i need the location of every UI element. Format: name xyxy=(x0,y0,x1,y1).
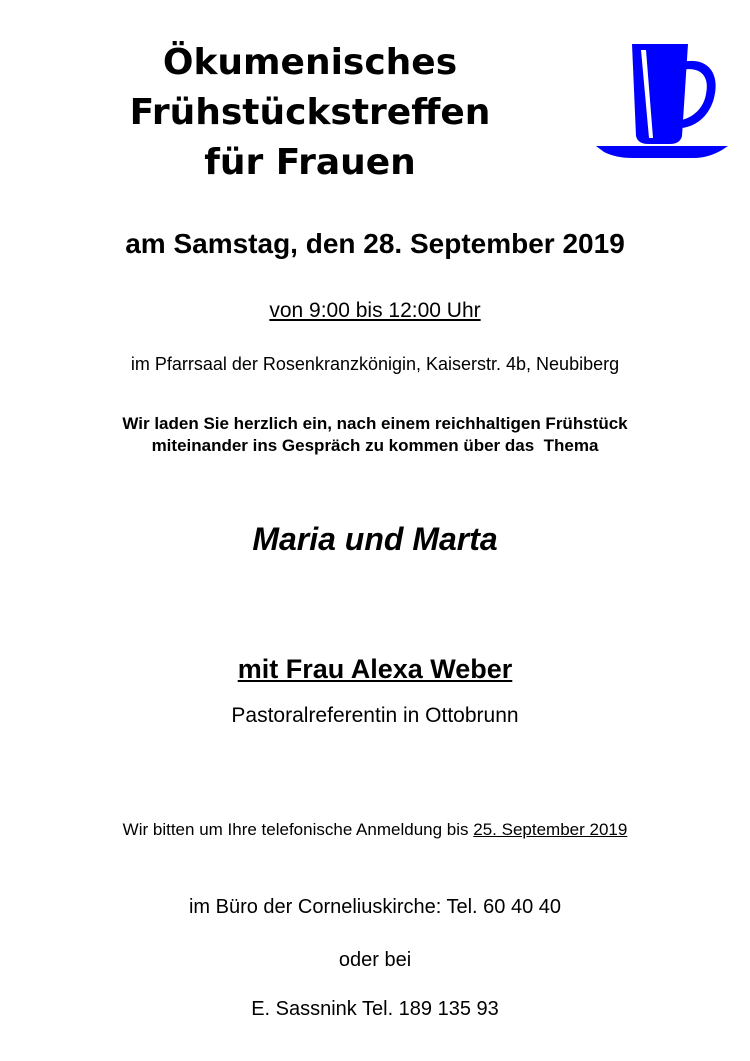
office-contact: im Büro der Corneliuskirche: Tel. 60 40 40 xyxy=(188,896,562,918)
speaker-role: Pastoralreferentin in Ottobrunn xyxy=(231,704,519,727)
personal-contact: E. Sassnink Tel. 189 135 93 xyxy=(251,998,499,1020)
title-line: für Frauen xyxy=(204,142,416,183)
title-line: Ökumenisches xyxy=(162,42,458,83)
page-title xyxy=(60,38,560,188)
title-line: Frühstückstreffen xyxy=(129,92,491,133)
coffee-cup-icon xyxy=(596,42,728,158)
registration-deadline: 25. September 2019 xyxy=(473,820,628,839)
invitation-text xyxy=(0,413,750,457)
event-topic: Maria und Marta xyxy=(252,521,498,557)
invitation-line: miteinander ins Gespräch zu kommen über das Thema xyxy=(151,436,599,455)
registration-text: Wir bitten um Ihre telefonische Anmeldung bis xyxy=(122,820,474,839)
invitation-line: Wir laden Sie herzlich ein, nach einem reichhaltigen Frühstück xyxy=(122,414,628,433)
speaker-name: mit Frau Alexa Weber xyxy=(237,654,513,684)
or-text: oder bei xyxy=(338,949,412,971)
event-time: von 9:00 bis 12:00 Uhr xyxy=(269,299,481,322)
registration-notice xyxy=(0,820,750,840)
event-date: am Samstag, den 28. September 2019 xyxy=(125,228,625,259)
event-place: im Pfarrsaal der Rosenkranzkönigin, Kaiserstr. 4b, Neubiberg xyxy=(130,354,620,374)
